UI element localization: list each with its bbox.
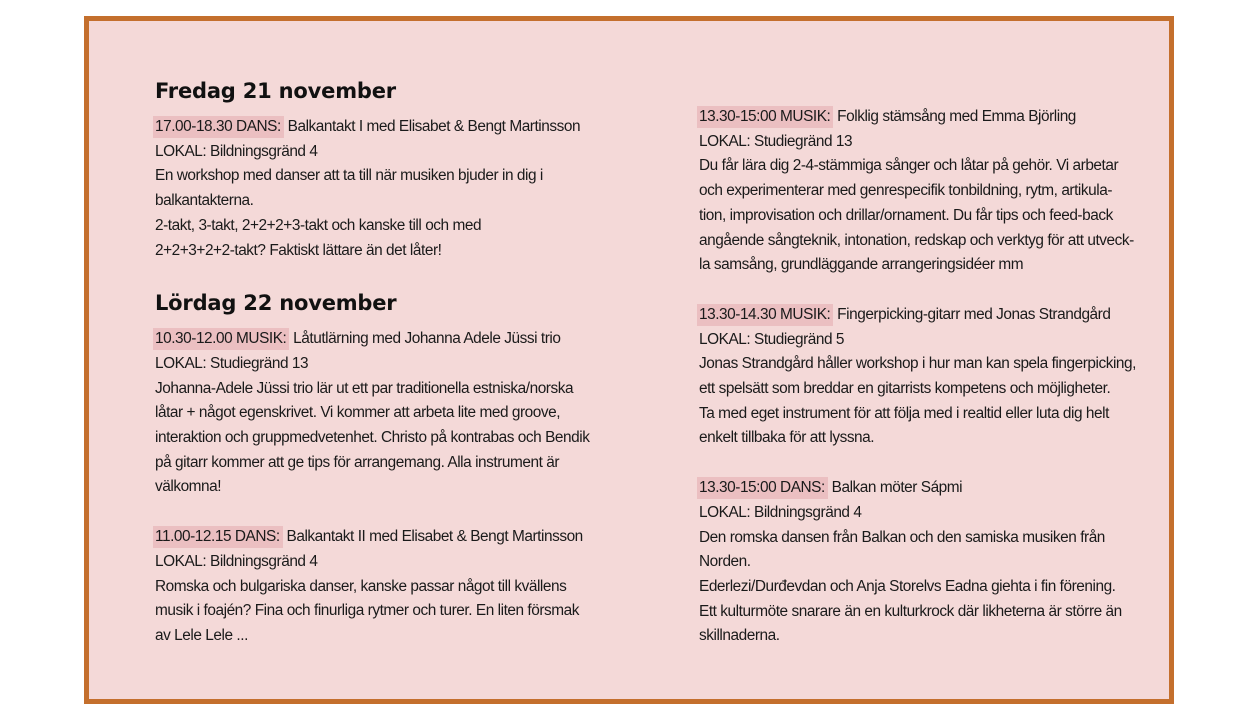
event-description-line: Norden. [699,553,751,571]
day-heading-saturday: Lördag 22 november [155,291,397,316]
event-time-badge: 13.30-15:00 MUSIK: [697,106,833,128]
event-fingerpicking [699,303,1169,451]
event-description-line: Du får lära dig 2-4-stämmiga sånger och låtar på gehör. Vi arbetar [699,157,1119,175]
event-location: LOKAL: Bildningsgränd 4 [155,142,318,160]
event-description-line: på gitarr kommer att ge tips för arrangemang. Alla instrument är [155,453,560,471]
event-header [699,303,1169,328]
event-title: Balkan möter Sápmi [827,479,963,497]
event-title: Fingerpicking-gitarr med Jonas Strandgård [833,305,1111,323]
event-header [155,115,615,140]
event-description-line: Den romska dansen från Balkan och den samiska musiken från [699,528,1105,546]
event-balkantakt-1 [155,115,615,263]
event-header [155,327,615,352]
event-description-line: Ederlezi/Durđevdan och Anja Storelvs Eadna giehta i fin förening. [699,577,1116,595]
event-description-line: ett spelsätt som breddar en gitarrists kompetens och möjligheter. [699,380,1111,398]
event-location: LOKAL: Studiegränd 13 [699,132,853,150]
event-description-line: interaktion och gruppmedvetenhet. Christo på kontrabas och Bendik [155,429,590,447]
program-panel [84,16,1174,704]
event-time-badge: 11.00-12.15 DANS: [153,526,283,548]
event-description-line: 2-takt, 3-takt, 2+2+2+3-takt och kanske till och med [155,216,482,234]
event-stamsang [699,105,1169,278]
event-description-line: balkantakterna. [155,192,254,210]
event-title: Låtutlärning med Johanna Adele Jüssi trio [289,330,561,348]
event-title: Balkantakt I med Elisabet & Bengt Martinsson [283,118,581,135]
left-column [155,79,615,674]
event-description-line: skillnaderna. [699,627,780,645]
event-description-line: tion, improvisation och drillar/ornament. Du får tips och feed-back [699,206,1113,224]
event-description-line: angående sångteknik, intonation, redskap och verktyg för att utveck- [699,231,1134,249]
event-description-line: Romska och bulgariska danser, kanske passar något till kvällens [155,577,567,595]
event-balkantakt-2 [155,525,615,649]
event-title: Folklig stämsång med Emma Björling [833,108,1076,125]
right-column [699,105,1169,674]
event-description-line: la samsång, grundläggande arrangeringsidéer mm [699,256,1024,274]
event-time-badge: 13.30-14.30 MUSIK: [697,304,833,326]
event-time-badge: 10.30-12.00 MUSIK: [153,328,289,350]
event-location: LOKAL: Bildningsgränd 4 [155,552,318,570]
event-time-badge: 13.30-15:00 DANS: [697,477,828,499]
event-description-line: En workshop med danser att ta till när musiken bjuder in dig i [155,167,543,185]
event-description-line: Ett kulturmöte snarare än en kulturkrock där likheterna är större än [699,602,1122,620]
event-description-line: enkelt tillbaka för att lyssna. [699,429,875,447]
event-description-line: Johanna-Adele Jüssi trio lär ut ett par traditionella estniska/norska [155,379,574,397]
event-time-badge: 17.00-18.30 DANS: [153,116,284,138]
event-description-line: låtar + något egenskrivet. Vi kommer att arbeta lite med groove, [155,404,561,422]
event-header [699,105,1169,130]
event-location: LOKAL: Studiegränd 13 [155,354,309,372]
day-heading-friday: Fredag 21 november [155,79,396,103]
event-description-line: musik i foajén? Fina och finurliga rytmer och turer. En liten försmak [155,602,580,620]
event-description-line: välkomna! [155,478,222,496]
event-description-line: Ta med eget instrument för att följa med i realtid eller luta dig helt [699,404,1109,422]
event-header [155,525,615,550]
event-location: LOKAL: Bildningsgränd 4 [699,503,862,521]
event-description-line: 2+2+3+2+2-takt? Faktiskt lättare än det låter! [155,241,442,259]
event-location: LOKAL: Studiegränd 5 [699,330,845,348]
event-description-line: Jonas Strandgård håller workshop i hur man kan spela fingerpicking, [699,355,1136,373]
event-description-line: av Lele Lele ... [155,626,248,644]
event-latutlarning [155,327,615,500]
event-description-line: och experimenterar med genrespecifik tonbildning, rytm, artikula- [699,182,1113,200]
event-balkan-sapmi [699,476,1169,649]
event-header [699,476,1169,501]
event-title: Balkantakt II med Elisabet & Bengt Martinsson [282,528,583,546]
